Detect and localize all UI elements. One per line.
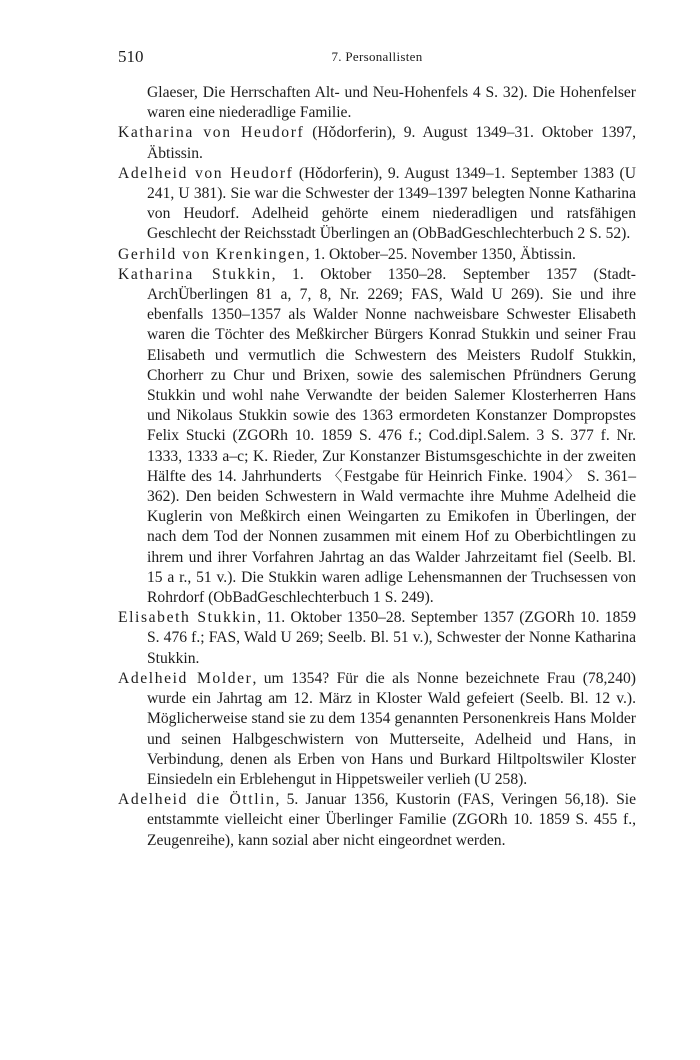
page-number: 510 xyxy=(118,47,144,66)
running-title: 7. Personallisten xyxy=(331,49,423,64)
entry-elisabeth-stukkin xyxy=(118,608,636,669)
page-header xyxy=(118,47,636,71)
entry-katharina-von-heudorf xyxy=(118,123,636,163)
entry-text: , 1. Oktober 1350–28. September 1357 (StadtArchÜberlingen 81 a, 7, 8, Nr. 2269; FAS, Wald U 269). Sie und ihre ebenfalls 1350–1357 als Walder Nonne nachweisbare Schwester Elisabeth waren die Töchter des Meßkircher Bürgers Konrad Stukkin und seiner Frau Elisabeth und vermutlich die Schwestern des Meisters Rudolf Stukkin, Chorherr zu Chur und Brixen, sowie des salemischen Pfründners Gerung Stukkin und wohl nahe Verwandte der beiden Salemer Klosterherren Hans und Nikolaus Stukkin sowie des 1363 ermordeten Konstanzer Dompropstes Felix Stucki (ZGORh 10. 1859 S. 476 f.; Cod.dipl.Salem. 3 S. 377 f. Nr. 1333, 1333 a–c; K. Rieder, Zur Konstanzer Bistumsgeschichte in der zweiten Hälfte des 14. Jahrhunderts 〈Festgabe für Heinrich Finke. 1904〉 S. 361–362). Den beiden Schwestern in Wald vermachte ihre Muhme Adelheid die Kuglerin von Meßkirch einen Weingarten zu Emikofen in Überlingen, der nach dem Tod der Nonnen zusammen mit einem Hof zu Oberbichtlingen zu ihrem und ihrer Vorfahren Jahrtag an das Walder Jahrzeitamt fiel (Seelb. Bl. 15 a r., 51 v.). Die Stukkin waren adlige Lehensmannen der Truchsessen von Rohrdorf (ObBadGeschlechterbuch 1 S. 249). xyxy=(147,265,636,607)
entry-continuation xyxy=(118,83,636,123)
entry-name: Adelheid die Öttlin xyxy=(118,791,276,809)
entry-text: , 1. Oktober–25. November 1350, Äbtissin. xyxy=(305,245,576,263)
entry-name: Adelheid Molder xyxy=(118,669,253,687)
entry-adelheid-von-heudorf xyxy=(118,164,636,245)
entry-gerhild-von-krenkingen xyxy=(118,245,636,265)
entry-text: , um 1354? Für die als Nonne bezeichnete Frau (78,240) wurde ein Jahrtag am 12. März in Kloster Wald gefeiert (Seelb. Bl. 12 v.). Möglicherweise stand sie zu dem 1354 genannten Personenkreis Hans Molder und seinen Halbgeschwistern von Mutterseite, Adelheid und Hans, in Verbindung, denen als Erben von Hans und Burkard Hiltpoltswiler Kloster Einsiedeln ein Erblehengut in Hippetsweiler verlieh (U 258). xyxy=(147,669,637,788)
entry-name: Gerhild von Krenkingen xyxy=(118,245,306,263)
entry-text: Glaeser, Die Herrschaften Alt- und Neu-Hohenfels 4 S. 32). Die Hohenfelser waren eine niederadlige Familie. xyxy=(147,84,636,122)
entry-text: , 5. Januar 1356, Kustorin (FAS, Veringen 56,18). Sie entstammte vielleicht einer Überlinger Familie (ZGORh 10. 1859 S. 455 f., Zeugenreihe), kann sozial aber nicht eingeordnet werden. xyxy=(147,791,637,849)
entry-name: Elisabeth Stukkin xyxy=(118,609,258,627)
entry-adelheid-die-oettlin xyxy=(118,790,636,851)
entry-text: , 11. Oktober 1350–28. September 1357 (ZGORh 10. 1859 S. 476 f.; FAS, Wald U 269; Seelb. Bl. 51 v.), Schwester der Nonne Katharina Stukkin. xyxy=(147,609,636,667)
entry-text: (Hǒdorferin), 9. August 1349–1. September 1383 (U 241, U 381). Sie war die Schwester der 1349–1397 belegten Nonne Katharina von Heudorf. Adelheid gehörte einem niederadligen und ratsfähigen Geschlecht der Reichsstadt Überlingen an (ObBadGeschlechterbuch 2 S. 52). xyxy=(147,164,636,243)
entry-name: Katharina Stukkin xyxy=(118,265,272,283)
entry-adelheid-molder xyxy=(118,669,636,790)
entry-text: (Hǒdorferin), 9. August 1349–31. Oktober 1397, Äbtissin. xyxy=(147,124,636,162)
text-body xyxy=(118,83,636,851)
entry-name: Adelheid von Heudorf xyxy=(118,164,294,182)
entry-katharina-stukkin xyxy=(118,265,636,608)
entry-name: Katharina von Heudorf xyxy=(118,124,305,142)
